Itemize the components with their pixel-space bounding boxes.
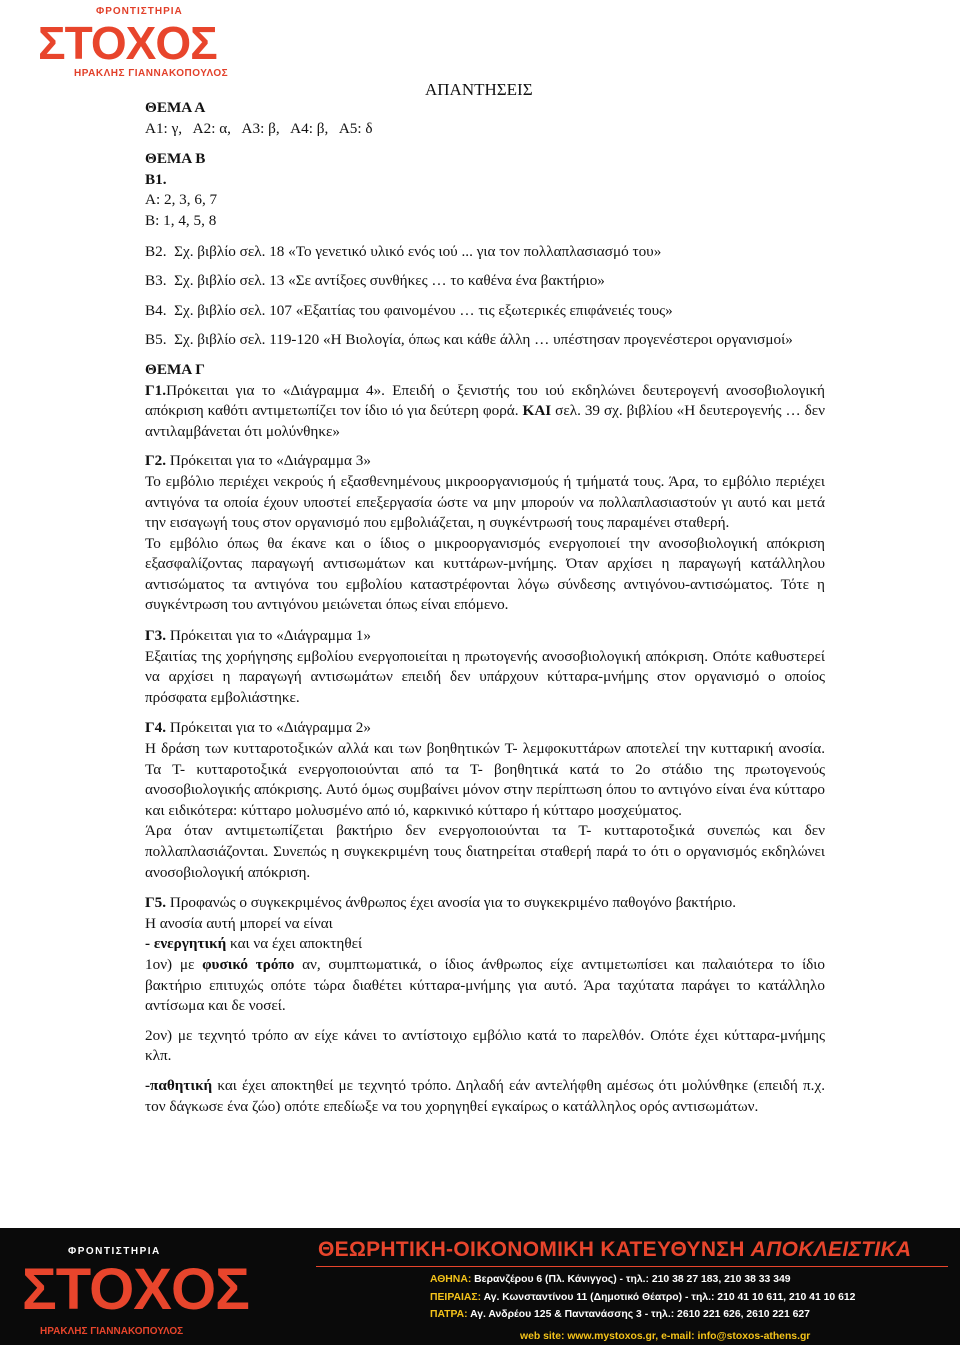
- footer-logo-owner: ΗΡΑΚΛΗΣ ΓΙΑΝΝΑΚΟΠΟΥΛΟΣ: [40, 1326, 184, 1337]
- g5-case-1-bold: φυσικό τρόπο: [202, 955, 295, 973]
- thema-b-heading: ΘΕΜΑ Β: [145, 150, 206, 168]
- b1-b: Β: 1, 4, 5, 8: [145, 211, 217, 229]
- footer-headline-accent: ΑΠΟΚΛΕΙΣΤΙΚΑ: [750, 1238, 912, 1261]
- document-title: ΑΠΑΝΤΗΣΕΙΣ: [425, 80, 533, 99]
- g2-label: Γ2.: [145, 452, 167, 470]
- footer-banner: [0, 1228, 960, 1345]
- g4-paragraph-2: Άρα όταν αντιμετωπίζεται βακτήριο δεν ενεργοποιούνται τα Τ- κυτταροτοξικά συνεπώς και δεν πολλαπλασιάζονται. Συνεπώς η συγκεκριμένη τους διατηρείται σταθερή παρά το ότι ο οργανισμός εκδηλώνει ανοσοβιολογική απόκριση.: [145, 822, 825, 881]
- g5-case-2: 2ον) με τεχνητό τρόπο αν είχε κάνει το αντίστοιχο εμβόλιο κατά το παρελθόν. Οπότε έχει κύτταρα-μνήμης κλπ.: [145, 1026, 825, 1065]
- g3-label: Γ3.: [145, 627, 167, 645]
- g5-intro-line: [145, 893, 825, 914]
- footer-address-patra: [430, 1309, 810, 1320]
- footer-address-athens-text: Βερανζέρου 6 (Πλ. Κάνιγγος) - τηλ.: 210 38 27 183, 210 38 33 349: [471, 1274, 791, 1285]
- thema-a-answers: Α1: γ, Α2: α, Α3: β, Α4: β, Α5: δ: [145, 119, 373, 137]
- g5-active-bold: - ενεργητική: [145, 935, 227, 953]
- footer-address-piraeus-text: Αγ. Κωνσταντίνου 11 (Δημοτικό Θέατρο) - τηλ.: 210 41 10 611, 210 41 10 612: [481, 1292, 856, 1303]
- footer-divider: [316, 1266, 948, 1267]
- g3-paragraph: Εξαιτίας της χορήγησης εμβολίου ενεργοποιείται η πρωτογενής ανοσοβιολογική απόκριση. Οπότε καθυστερεί να αρχίσει η παραγωγή αντισωμάτων επειδή δεν υπάρχουν κύτταρα-μνήμης στον οργανισμό ο οποίος πρόσφατα εμβολιάστηκε.: [145, 647, 825, 706]
- thema-a-heading: ΘΕΜΑ Α: [145, 99, 206, 116]
- g5-passive: [145, 1076, 825, 1117]
- g5-active: [145, 934, 825, 955]
- g1-text: Πρόκειται για το «Διάγραμμα 4». Επειδή ο ξενιστής του ιού εκδηλώνει δευτερογενή ανοσοβιολογική απόκριση καθότι αντιμετωπίζει τον ίδιο ιό για δεύτερη φορά.: [145, 381, 825, 420]
- g5-line-1: Η ανοσία αυτή μπορεί να είναι: [145, 914, 333, 932]
- g5-passive-rest: και έχει αποκτηθεί με τεχνητό τρόπο. Δηλαδή εάν αντελήφθη αμέσως ότι μολύνθηκε (επειδή π.χ. τον δάγκωσε ένα ζώο) οπότε επεδίωξε να του χορηγηθεί εγκαίρως ο κατάλληλος ορός αντισωμάτων.: [145, 1076, 825, 1115]
- g5-case-1-pre: 1ον) με: [145, 955, 203, 973]
- footer-address-patra-text: Αγ. Ανδρέου 125 & Παντανάσσης 3 - τηλ.: 2610 221 626, 2610 221 627: [467, 1309, 810, 1320]
- b2-answer: Β2. Σχ. βιβλίο σελ. 18 «Το γενετικό υλικό ενός ιού ... για τον πολλαπλασιασμό του»: [145, 242, 662, 260]
- header-logo: [38, 6, 248, 84]
- g5-label: Γ5.: [145, 894, 167, 912]
- g5-case-1-rest: αν, συμπτωματικά, ο ίδιος άνθρωπος είχε αντιμετωπίσει και παλαιότερα το ίδιο βακτήριο επιτυχώς οπότε τώρα διαθέτει κύτταρα-μνήμης για αυτό. Άρα ταχύτατα παράγει το κατάλληλο αντίσωμα και δε νοσεί.: [145, 955, 825, 1015]
- logo-brand-name: ΣΤΟΧΟΣ: [38, 17, 217, 69]
- footer-headline-main: ΘΕΩΡΗΤΙΚΗ-ΟΙΚΟΝΟΜΙΚΗ ΚΑΤΕΥΘΥΝΣΗ: [318, 1238, 745, 1261]
- footer-address-piraeus: [430, 1292, 855, 1303]
- g1-kai: ΚΑΙ: [522, 402, 552, 420]
- b3-answer: Β3. Σχ. βιβλίο σελ. 13 «Σε αντίξοες συνθήκες … το καθένα ένα βακτήριο»: [145, 272, 605, 290]
- b5-answer: Β5. Σχ. βιβλίο σελ. 119-120 «Η Βιολογία, όπως και κάθε άλλη … υπέστησαν προγενέστεροι οργανισμοί»: [145, 331, 793, 349]
- logo-tagline: ΦΡΟΝΤΙΣΤΗΡΙΑ: [96, 6, 183, 17]
- footer-address-athens: [430, 1274, 791, 1285]
- g3-intro: Πρόκειται για το «Διάγραμμα 1»: [169, 627, 371, 645]
- thema-g-heading: ΘΕΜΑ Γ: [145, 360, 205, 378]
- g2-paragraph-1: Το εμβόλιο περιέχει νεκρούς ή εξασθενημένους μικροοργανισμούς ή τμήματά τους. Άρα, το εμβόλιο περιέχει αντιγόνα τα οποία έχουν υποστεί επεξεργασία ώστε να μην μπορούν να πολλαπλασιαστούν γι αυτό και μετά την εισαγωγή τους στον οργανισμό που εμβολιάζεται, η συγκέντρωσή τους παραμένει σταθερή.: [145, 472, 825, 532]
- document-body: [145, 98, 825, 1117]
- g5-passive-bold: -παθητική: [145, 1076, 213, 1094]
- g1-answer: [145, 381, 825, 443]
- b1-a: Α: 2, 3, 6, 7: [145, 191, 218, 209]
- g4-label: Γ4.: [145, 719, 167, 737]
- footer-headline: [318, 1238, 911, 1262]
- footer-city-athens: ΑΘΗΝΑ:: [430, 1274, 472, 1285]
- g4-paragraph-1: Η δράση των κυτταροτοξικών αλλά και των βοηθητικών Τ- λεμφοκυττάρων αποτελεί την κυτταρική ανοσία. Τα Τ- κυτταροτοξικά ενεργοποιούνται από τα Τ- βοηθητικά κατά το 2ο στάδιο της πρωτογενούς ανοσοβιολογικής απόκρισης. Αυτό όμως συμβαίνει μόνον στην περίπτωση όπου το αντιγόνο είναι ένα κύτταρο και ειδικότερα: κύτταρο μολυσμένο από ιό, καρκινικό κύτταρο ή κύτταρο μοσχεύματος.: [145, 740, 825, 819]
- g5-intro: Προφανώς ο συγκεκριμένος άνθρωπος έχει ανοσία για το συγκεκριμένο παθογόνο βακτήριο.: [169, 894, 737, 912]
- logo-owner: ΗΡΑΚΛΗΣ ΓΙΑΝΝΑΚΟΠΟΥΛΟΣ: [74, 68, 229, 79]
- g1-label: Γ1.: [145, 381, 167, 399]
- g1-tail: σελ. 39 σχ. βιβλίου «Η δευτερογενής … δεν αντιλαμβάνεται ότι μολύνθηκε»: [145, 402, 826, 440]
- b4-answer: Β4. Σχ. βιβλίο σελ. 107 «Εξαιτίας του φαινομένου … τις εξωτερικές επιφάνειές τους»: [145, 301, 673, 319]
- footer-logo-brand: ΣΤΟΧΟΣ: [22, 1257, 249, 1322]
- footer-city-piraeus: ΠΕΙΡΑΙΑΣ:: [430, 1292, 482, 1303]
- footer-logo-tagline: ΦΡΟΝΤΙΣΤΗΡΙΑ: [68, 1246, 161, 1257]
- g2-intro: Πρόκειται για το «Διάγραμμα 3»: [169, 452, 371, 470]
- g2-paragraph-2: Το εμβόλιο όπως θα έκανε και ο ίδιος ο μικροοργανισμός ενεργοποιεί την ανοσοβιολογική απόκριση εξασφαλίζοντας παραγωγή αντισωμάτων και κυττάρων-μνήμης. Όταν αρχίσει η παραγωγή κατάλληλου αντισώματος τα αντιγόνα του εμβολίου καταστρέφονται λόγω σύνδεσης αντιγόνου-αντισώματος. Τότε η συγκέντρωση του αντιγόνου μειώνεται όπως είναι επόμενο.: [145, 534, 825, 614]
- b1-label: Β1.: [145, 170, 167, 188]
- g4-intro: Πρόκειται για το «Διάγραμμα 2»: [169, 719, 371, 737]
- footer-web-contact[interactable]: web site: www.mystoxos.gr, e-mail: info@stoxos-athens.gr: [520, 1331, 811, 1342]
- footer-city-patra: ΠΑΤΡΑ:: [430, 1309, 468, 1320]
- g5-case-1: [145, 955, 825, 1017]
- g5-active-rest: και να έχει αποκτηθεί: [226, 935, 363, 953]
